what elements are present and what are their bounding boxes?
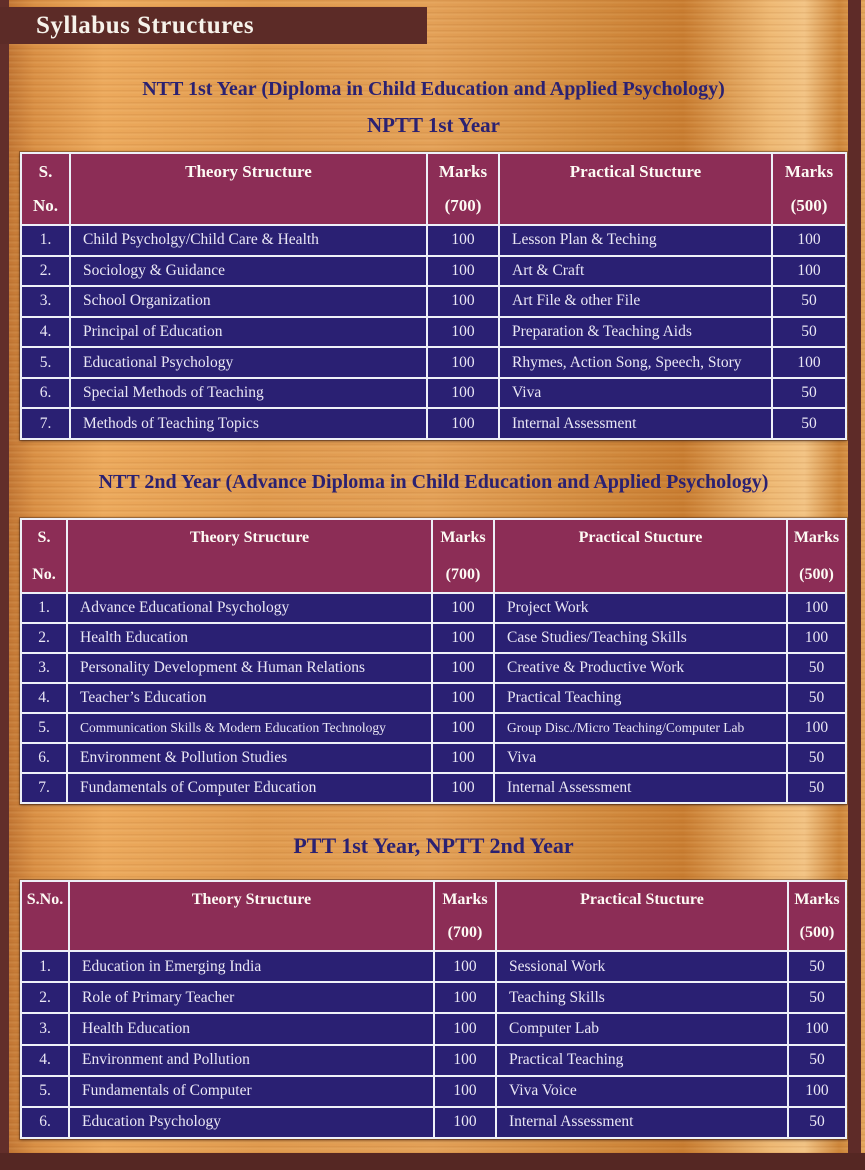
- cell-practical-marks: 50: [809, 957, 825, 975]
- cell-serial-no: 4.: [22, 318, 71, 347]
- page-title: Syllabus Structures: [36, 11, 255, 39]
- cell-practical-subject: Creative & Productive Work: [495, 654, 788, 682]
- cell-practical-subject: Lesson Plan & Teching: [500, 226, 773, 255]
- table-row: [22, 742, 845, 772]
- cell-theory-marks: 100: [433, 684, 495, 712]
- header-theory-structure: Theory Structure: [71, 154, 428, 224]
- header-serial-no: S. No.: [22, 154, 71, 224]
- section-title-ptt-1st-year: PTT 1st Year, NPTT 2nd Year: [293, 833, 574, 858]
- table-row: [22, 285, 845, 316]
- header-practical-marks: Marks (500): [793, 529, 840, 584]
- cell-practical-subject: Rhymes, Action Song, Speech, Story: [500, 348, 773, 377]
- cell-practical-subject: Preparation & Teaching Aids: [500, 318, 773, 347]
- header-theory-marks: Marks (700): [433, 520, 495, 592]
- table-row: [22, 981, 845, 1012]
- section-title-ntt-1st-year: NTT 1st Year (Diploma in Child Education and Applied Psychology): [142, 78, 725, 100]
- cell-practical-marks: 100: [805, 1019, 829, 1037]
- cell-practical-marks: 100: [797, 231, 821, 249]
- cell-serial-no: 1.: [22, 952, 70, 981]
- header-serial-no: S. No.: [22, 520, 68, 592]
- cell-serial-no: 1.: [22, 226, 71, 255]
- cell-theory-subject: Role of Primary Teacher: [70, 983, 435, 1012]
- cell-theory-marks: 100: [428, 287, 500, 316]
- cell-theory-subject: Health Education: [70, 1014, 435, 1043]
- header-theory-marks: Marks (700): [428, 154, 500, 224]
- cell-theory-subject: Educational Psychology: [71, 348, 428, 377]
- table-row: [22, 772, 845, 802]
- cell-practical-subject: Internal Assessment: [497, 1108, 789, 1137]
- cell-theory-marks: 100: [433, 654, 495, 682]
- header-practical-structure: Practical Stucture: [497, 882, 789, 950]
- cell-practical-marks: 50: [809, 988, 825, 1006]
- cell-theory-marks: 100: [435, 1108, 497, 1137]
- cell-practical-subject: Project Work: [495, 594, 788, 622]
- cell-theory-marks: 100: [435, 983, 497, 1012]
- cell-practical-subject: Viva: [495, 744, 788, 772]
- cell-theory-marks: 100: [433, 714, 495, 742]
- cell-theory-subject: Communication Skills & Modern Education Technology: [68, 714, 433, 742]
- cell-theory-marks: 100: [433, 624, 495, 652]
- cell-theory-subject: Methods of Teaching Topics: [71, 409, 428, 438]
- cell-theory-subject: Special Methods of Teaching: [71, 379, 428, 408]
- cell-theory-subject: Sociology & Guidance: [71, 257, 428, 286]
- cell-serial-no: 6.: [22, 1108, 70, 1137]
- cell-theory-subject: Environment and Pollution: [70, 1046, 435, 1075]
- table-row: [22, 316, 845, 347]
- cell-theory-subject: Teacher’s Education: [68, 684, 433, 712]
- cell-practical-subject: Viva Voice: [497, 1077, 789, 1106]
- header-serial-no: S.No.: [22, 882, 70, 950]
- table-ntt-2nd-year: [20, 518, 847, 804]
- table-row: [22, 1075, 845, 1106]
- cell-theory-marks: 100: [428, 226, 500, 255]
- cell-practical-subject: Art & Craft: [500, 257, 773, 286]
- cell-theory-marks: 100: [435, 1046, 497, 1075]
- cell-practical-subject: Case Studies/Teaching Skills: [495, 624, 788, 652]
- header-theory-structure: Theory Structure: [68, 520, 433, 592]
- cell-theory-subject: Education in Emerging India: [70, 952, 435, 981]
- header-practical-structure: Practical Stucture: [495, 520, 788, 592]
- cell-theory-subject: School Organization: [71, 287, 428, 316]
- cell-practical-marks: 50: [808, 749, 825, 766]
- cell-theory-subject: Advance Educational Psychology: [68, 594, 433, 622]
- cell-theory-subject: Fundamentals of Computer: [70, 1077, 435, 1106]
- right-frame-strip: [848, 0, 861, 1170]
- cell-theory-marks: 100: [435, 1077, 497, 1106]
- cell-serial-no: 5.: [22, 1077, 70, 1106]
- table-row: [22, 950, 845, 981]
- cell-practical-subject: Internal Assessment: [495, 774, 788, 802]
- cell-practical-marks: 50: [801, 323, 817, 341]
- cell-theory-marks: 100: [428, 257, 500, 286]
- cell-theory-marks: 100: [435, 1014, 497, 1043]
- table-ntt-1st-year: [20, 152, 847, 440]
- cell-practical-subject: Teaching Skills: [497, 983, 789, 1012]
- section-title-ntt-2nd-year: NTT 2nd Year (Advance Diploma in Child Education and Applied Psychology): [98, 471, 769, 493]
- cell-serial-no: 7.: [22, 409, 71, 438]
- cell-serial-no: 6.: [22, 744, 68, 772]
- cell-serial-no: 4.: [22, 684, 68, 712]
- cell-practical-subject: Viva: [500, 379, 773, 408]
- page-title-banner: [0, 7, 427, 44]
- cell-serial-no: 2.: [22, 983, 70, 1012]
- cell-theory-marks: 100: [428, 409, 500, 438]
- cell-practical-subject: Sessional Work: [497, 952, 789, 981]
- cell-theory-subject: Fundamentals of Computer Education: [68, 774, 433, 802]
- cell-practical-marks: 100: [805, 1082, 829, 1100]
- cell-practical-marks: 50: [801, 414, 817, 432]
- table-row: [22, 1106, 845, 1137]
- header-practical-marks: Marks (500): [794, 891, 840, 942]
- cell-theory-subject: Environment & Pollution Studies: [68, 744, 433, 772]
- cell-serial-no: 3.: [22, 654, 68, 682]
- cell-serial-no: 5.: [22, 348, 71, 377]
- cell-practical-subject: Internal Assessment: [500, 409, 773, 438]
- cell-theory-marks: 100: [428, 318, 500, 347]
- table-row: [22, 224, 845, 255]
- table-row: [22, 346, 845, 377]
- table-row: [22, 377, 845, 408]
- table-body: [22, 592, 845, 802]
- cell-practical-subject: Computer Lab: [497, 1014, 789, 1043]
- cell-theory-marks: 100: [428, 379, 500, 408]
- cell-practical-marks: 50: [801, 384, 817, 402]
- cell-serial-no: 2.: [22, 624, 68, 652]
- cell-practical-marks: 50: [808, 659, 825, 676]
- cell-practical-marks: 50: [809, 1113, 825, 1131]
- table-row: [22, 255, 845, 286]
- table-body: [22, 950, 845, 1137]
- table-row: [22, 1012, 845, 1043]
- header-practical-marks: Marks (500): [784, 162, 834, 216]
- table-row: [22, 652, 845, 682]
- cell-theory-marks: 100: [433, 774, 495, 802]
- cell-serial-no: 5.: [22, 714, 68, 742]
- cell-serial-no: 3.: [22, 287, 71, 316]
- cell-practical-marks: 50: [809, 1051, 825, 1069]
- table-header-row: [22, 882, 845, 950]
- cell-practical-marks: 50: [808, 689, 825, 706]
- cell-theory-subject: Personality Development & Human Relations: [68, 654, 433, 682]
- cell-theory-subject: Education Psychology: [70, 1108, 435, 1137]
- table-header-row: [22, 154, 845, 224]
- table-row: [22, 592, 845, 622]
- cell-theory-marks: 100: [428, 348, 500, 377]
- section-subtitle-nptt-1st-year: NPTT 1st Year: [367, 113, 500, 137]
- cell-theory-subject: Child Psycholgy/Child Care & Health: [71, 226, 428, 255]
- table-row: [22, 682, 845, 712]
- table-ptt-1st-year: [20, 880, 847, 1139]
- cell-practical-subject: Practical Teaching: [495, 684, 788, 712]
- table-row: [22, 407, 845, 438]
- table-body: [22, 224, 845, 438]
- table-row: [22, 622, 845, 652]
- cell-serial-no: 1.: [22, 594, 68, 622]
- cell-practical-marks: 100: [804, 599, 829, 616]
- cell-theory-subject: Principal of Education: [71, 318, 428, 347]
- table-header-row: [22, 520, 845, 592]
- cell-serial-no: 4.: [22, 1046, 70, 1075]
- cell-serial-no: 6.: [22, 379, 71, 408]
- bottom-frame-strip: [0, 1153, 865, 1170]
- cell-practical-marks: 50: [808, 779, 825, 796]
- cell-practical-subject: Art File & other File: [500, 287, 773, 316]
- cell-practical-subject: Group Disc./Micro Teaching/Computer Lab: [495, 714, 788, 742]
- cell-serial-no: 3.: [22, 1014, 70, 1043]
- cell-practical-marks: 50: [801, 292, 817, 310]
- header-practical-structure: Practical Stucture: [500, 154, 773, 224]
- cell-serial-no: 7.: [22, 774, 68, 802]
- cell-theory-marks: 100: [435, 952, 497, 981]
- header-theory-structure: Theory Structure: [70, 882, 435, 950]
- table-row: [22, 712, 845, 742]
- cell-serial-no: 2.: [22, 257, 71, 286]
- cell-practical-marks: 100: [804, 629, 829, 646]
- cell-practical-marks: 100: [797, 261, 821, 279]
- cell-theory-marks: 100: [433, 594, 495, 622]
- cell-practical-marks: 100: [797, 353, 821, 371]
- left-frame-strip: [0, 0, 9, 1170]
- cell-practical-marks: 100: [804, 719, 829, 736]
- table-row: [22, 1044, 845, 1075]
- cell-theory-subject: Health Education: [68, 624, 433, 652]
- cell-theory-marks: 100: [433, 744, 495, 772]
- cell-practical-subject: Practical Teaching: [497, 1046, 789, 1075]
- header-theory-marks: Marks (700): [435, 882, 497, 950]
